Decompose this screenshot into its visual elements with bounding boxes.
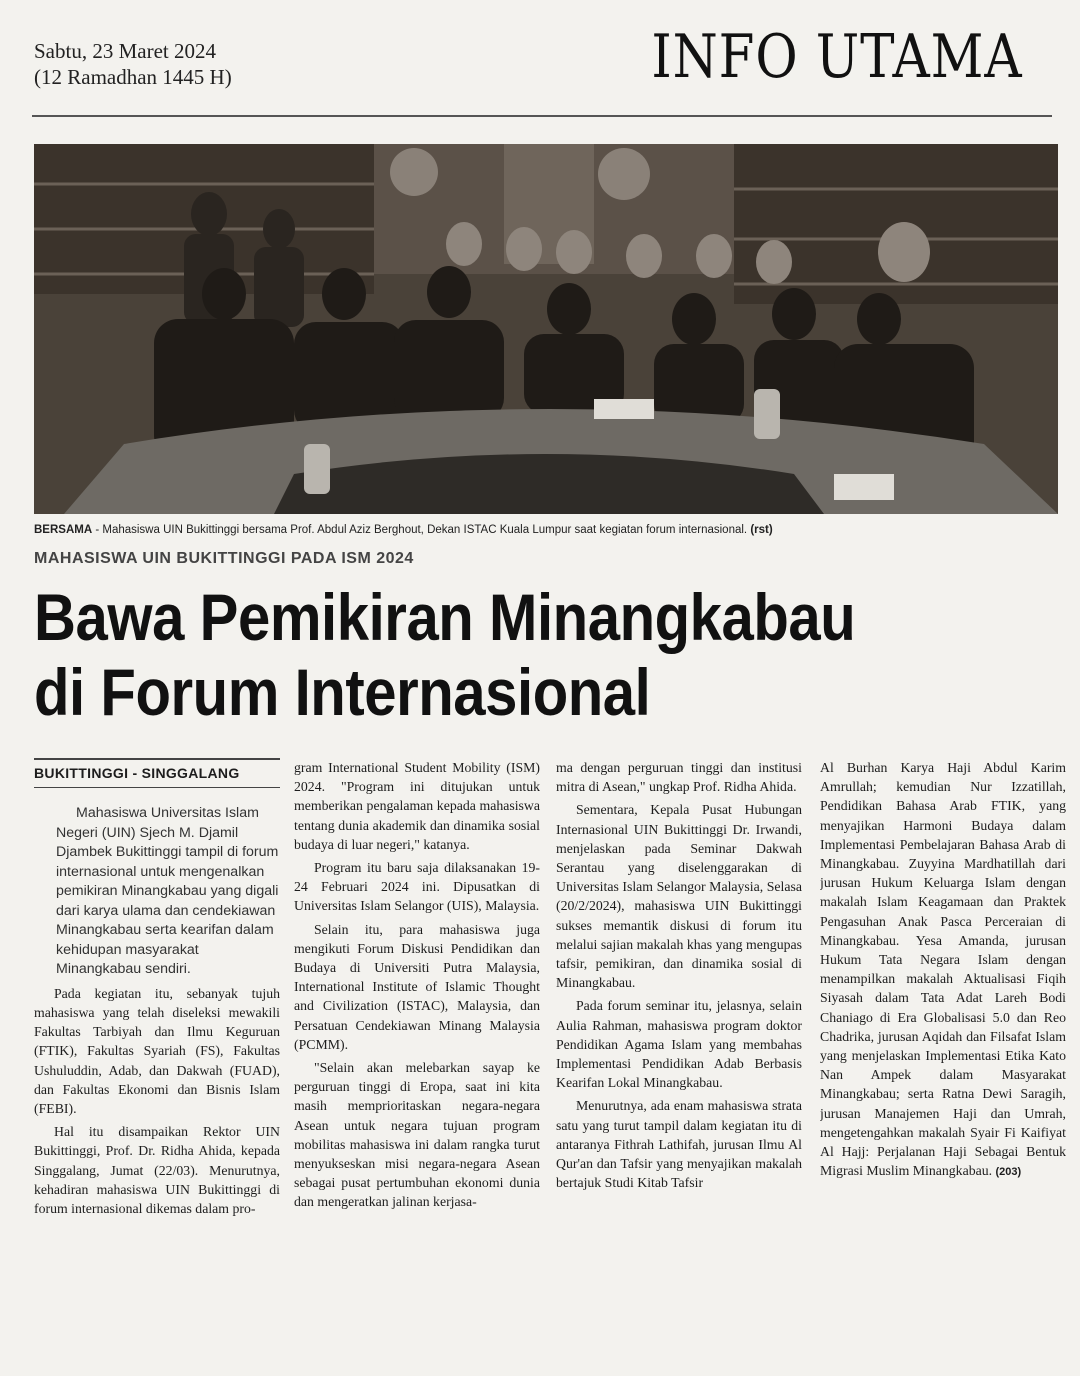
caption-text: - Mahasiswa UIN Bukittinggi bersama Prof. Abdul Aziz Berghout, Dekan ISTAC Kuala Lumpur saat kegiatan forum internasional. — [92, 524, 751, 536]
paragraph: Menurutnya, ada enam mahasiswa strata satu yang turut tampil dalam kegiatan itu di antaranya Fithrah Lathifah, jurusan Ilmu Al Qur'an dan Tafsir yang menyajikan makalah bertajuk Studi Kitab Tafsir — [556, 1098, 802, 1191]
article-column-4 — [820, 758, 1066, 1368]
article-headline — [34, 580, 940, 730]
publication-date — [34, 38, 232, 90]
dateline: BUKITTINGGI - SINGGALANG — [34, 758, 280, 788]
paragraph: Selain itu, para mahasiswa juga mengikuti Forum Diskusi Pendidikan dan Budaya di Universiti Putra Malaysia, International Institute of Islamic Thought and Civilization (ISTAC), Malaysia, dan Persatuan Cendekiawan Minang Malaysia (PCMM). — [294, 921, 540, 1052]
paragraph: Pada forum seminar itu, jelasnya, selain Aulia Rahman, mahasiswa program doktor Pendidikan Agama Islam yang membahas Implementasi Pendidikan Adab Berbasis Kearifan Lokal Minangkabau. — [556, 998, 802, 1091]
date-hijri: (12 Ramadhan 1445 H) — [34, 65, 232, 89]
paragraph — [820, 758, 1066, 1182]
paragraph: Pada kegiatan itu, sebanyak tujuh mahasiswa yang telah diseleksi mewakili Fakultas Tarbiyah dan Ilmu Keguruan (FTIK), Fakultas Syariah (FS), Fakultas Ushuluddin, Adab, dan Dakwah (FUAD), dan Fakultas Ekonomi dan Bisnis Islam (FEBI). — [34, 985, 280, 1116]
date-gregorian: Sabtu, 23 Maret 2024 — [34, 39, 216, 63]
headline-line-1: Bawa Pemikiran Minangkabau — [34, 580, 856, 654]
author-signature: (203) — [995, 1166, 1022, 1179]
paragraph: Program itu baru saja dilaksanakan 19-24 Februari 2024 ini. Dipusatkan di Universitas Islam Selangor (UIS), Malaysia. — [294, 860, 540, 914]
article-photo — [34, 144, 1058, 514]
section-title: INFO UTAMA — [650, 22, 1022, 92]
paragraph-text: Al Burhan Karya Haji Abdul Karim Amrullah; kemudian Nur Izzatillah, Pendidikan Bahasa Arab FTIK, yang menyajikan Harmoni Budaya dalam Implementasi Pembelajaran Bahasa Arab di Minangkabau. Zuyyina Mardhatillah dari jurusan Hukum Keluarga Islam dengan makalah Islam Keagamaan dan Praktek Pengasuhan Anak Pasca Perceraian di Minangkabau. Yesa Amanda, jurusan Hukum Tata Negara Islam dengan menampilkan makalah Aktualisasi Fiqih Siyasah dalam Tata Adat Lareh Bodi Chaniago di Era Globalisasi 5.0 dan Reo Chadrika, jurusan Aqidah dan Filsafat Islam yang menjelaskan Implementasi Etika Kato Nan Ampek dalam Masyarakat Minangkabau; serta Ratna Dewi Saragih, jurusan Manajemen Haji dan Umrah, mengetengahkan makalah Syair Fi Kaifiyat Al Hajj: Perjalanan Haji Sebagai Bentuk Migrasi Muslim Minangkabau. — [820, 760, 1066, 1179]
paragraph: gram International Student Mobility (ISM) 2024. "Program ini ditujukan untuk memberikan pengalaman kepada mahasiswa tentang dunia akademik dan dinamika sosial budaya di luar negeri," katanya. — [294, 760, 540, 852]
article-column-3 — [556, 758, 802, 1368]
paragraph: Hal itu disampaikan Rektor UIN Bukittinggi, Prof. Dr. Ridha Ahida, kepada Singgalang, Jumat (22/03). Menurutnya, kehadiran mahasiswa UIN Bukittinggi di forum internasional dikemas dalam pro- — [34, 1124, 280, 1216]
paragraph: Sementara, Kepala Pusat Hubungan Internasional UIN Bukittinggi Dr. Irwandi, menjelaskan pada Seminar Dakwah Serantau yang diselenggarakan di Universitas Islam Selangor Malaysia, Selasa (20/2/2024), mahasiswa UIN Bukittinggi sukses memantik diskusi di forum itu melalui sajian makalah khas yang mengupas tafsir, pemikiran, dan dinamika sosial di Minangkabau. — [556, 802, 802, 991]
photo-caption — [34, 524, 1054, 536]
caption-credit: (rst) — [750, 524, 773, 536]
article-kicker: MAHASISWA UIN BUKITTINGGI PADA ISM 2024 — [34, 550, 414, 567]
page-header — [0, 0, 1080, 118]
article-column-2 — [294, 758, 540, 1368]
article-column-1 — [34, 758, 280, 1368]
headline-line-2: di Forum Internasional — [34, 655, 651, 729]
caption-label: BERSAMA — [34, 524, 93, 536]
paragraph: "Selain akan melebarkan sayap ke perguruan tinggi di Eropa, saat ini kita masih memprioritaskan negara-negara Asean untuk negara tujuan program mobilitas mahasiswa ini dalam rangka turut menyukseskan misi negara-negara Asean sebagai pusat pertumbuhan ekonomi dunia dan mengeratkan jalinan kerjasa- — [294, 1060, 540, 1210]
header-divider — [32, 115, 1052, 117]
paragraph: ma dengan perguruan tinggi dan institusi mitra di Asean," ungkap Prof. Ridha Ahida. — [556, 760, 802, 795]
article-lead: Mahasiswa Universitas Islam Negeri (UIN) Sjech M. Djamil Djambek Bukittinggi tampil di forum internasional untuk mengenalkan pemikiran Minangkabau yang digali dari karya ulama dan cendekiawan Minangkabau serta kearifan dalam kehidupan masyarakat Minangkabau sendiri. — [56, 805, 279, 978]
